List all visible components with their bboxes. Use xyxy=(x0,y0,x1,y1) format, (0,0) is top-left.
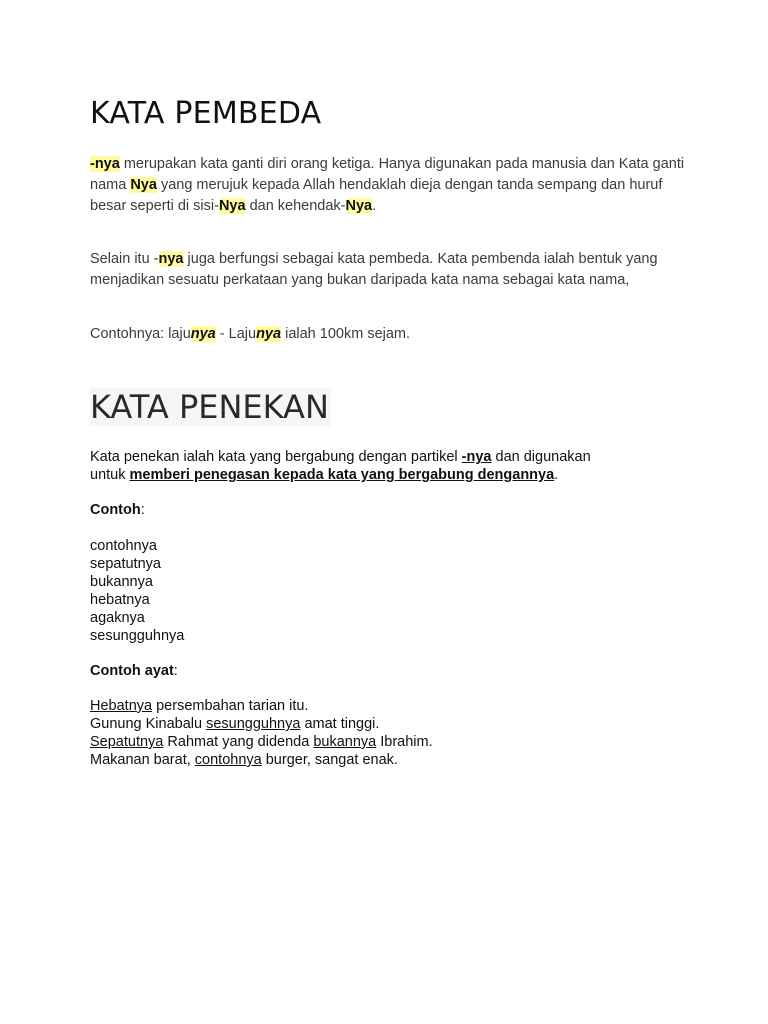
text: Gunung Kinabalu xyxy=(90,716,207,732)
example-word: sesungguhnya xyxy=(90,628,185,644)
text: yang merujuk kepada Allah hendaklah dieja dengan tanda sempang dan huruf besar seperti di sisi- xyxy=(90,177,663,214)
highlight-nya: Nya xyxy=(218,198,246,214)
text: Ibrahim. xyxy=(376,734,433,750)
example-sentence xyxy=(90,733,690,751)
paragraph-contohnya xyxy=(90,324,690,345)
contoh-label-line xyxy=(90,501,690,519)
text: . xyxy=(554,467,559,483)
contoh-ayat-label: Contoh ayat xyxy=(90,663,174,679)
text: persembahan tarian itu. xyxy=(152,698,309,714)
text: . xyxy=(372,198,377,214)
contoh-label: Contoh xyxy=(90,502,141,518)
heading-kata-pembeda: KATA PEMBEDA xyxy=(90,96,322,131)
text: Rahmat yang didenda xyxy=(163,734,314,750)
text: Contohnya: laju xyxy=(90,326,191,342)
text: merupakan kata ganti diri orang ketiga. Hanya digunakan pada manusia dan Kata ganti nama xyxy=(90,156,685,193)
underlined-word: bukannya xyxy=(313,734,377,750)
underlined-word: Hebatnya xyxy=(90,698,153,714)
underlined-word: sesungguhnya xyxy=(206,716,301,732)
paragraph-kata-penekan-intro xyxy=(90,448,690,484)
highlight-nya: nya xyxy=(256,326,282,342)
emphasis-nya: -nya xyxy=(461,449,492,465)
example-word: bukannya xyxy=(90,574,153,590)
text: untuk xyxy=(90,467,130,483)
example-sentence xyxy=(90,715,690,733)
highlight-nya: nya xyxy=(158,251,184,267)
contoh-ayat-label-line xyxy=(90,662,690,680)
example-sentence xyxy=(90,751,690,769)
highlight-nya: -nya xyxy=(90,156,120,172)
text: Kata penekan ialah kata yang bergabung dengan partikel xyxy=(90,449,462,465)
contoh-colon: : xyxy=(140,502,145,518)
highlight-nya: Nya xyxy=(345,198,373,214)
text: Makanan barat, xyxy=(90,752,195,768)
intro-line-1 xyxy=(90,448,690,466)
emphasis-penegasan: memberi penegasan kepada kata yang bergabung dengannya xyxy=(129,467,555,483)
text: - Laju xyxy=(215,326,257,342)
example-word: contohnya xyxy=(90,538,157,554)
example-sentence xyxy=(90,697,690,715)
contoh-ayat-colon: : xyxy=(173,663,178,679)
paragraph-nya-definition xyxy=(90,154,690,217)
paragraph-kata-pembeda xyxy=(90,249,690,291)
example-word: agaknya xyxy=(90,610,145,626)
underlined-word: Sepatutnya xyxy=(90,734,164,750)
text: dan kehendak- xyxy=(245,198,346,214)
heading-kata-penekan: KATA PENEKAN xyxy=(90,388,329,426)
text: Selain itu - xyxy=(90,251,159,267)
example-sentence-list xyxy=(90,697,690,769)
example-word: hebatnya xyxy=(90,592,150,608)
text: dan digunakan xyxy=(491,449,591,465)
text: burger, sangat enak. xyxy=(261,752,398,768)
highlight-nya: Nya xyxy=(130,177,157,193)
example-word-list xyxy=(90,537,690,645)
underlined-word: contohnya xyxy=(194,752,262,768)
intro-line-2 xyxy=(90,466,690,484)
highlight-nya: nya xyxy=(190,326,216,342)
text: amat tinggi. xyxy=(300,716,380,732)
example-word: sepatutnya xyxy=(90,556,161,572)
text: juga berfungsi sebagai kata pembeda. Kata pembenda ialah bentuk yang menjadikan sesuatu perkataan yang bukan daripada kata nama sebagai kata nama, xyxy=(90,251,658,288)
text: ialah 100km sejam. xyxy=(281,326,411,342)
